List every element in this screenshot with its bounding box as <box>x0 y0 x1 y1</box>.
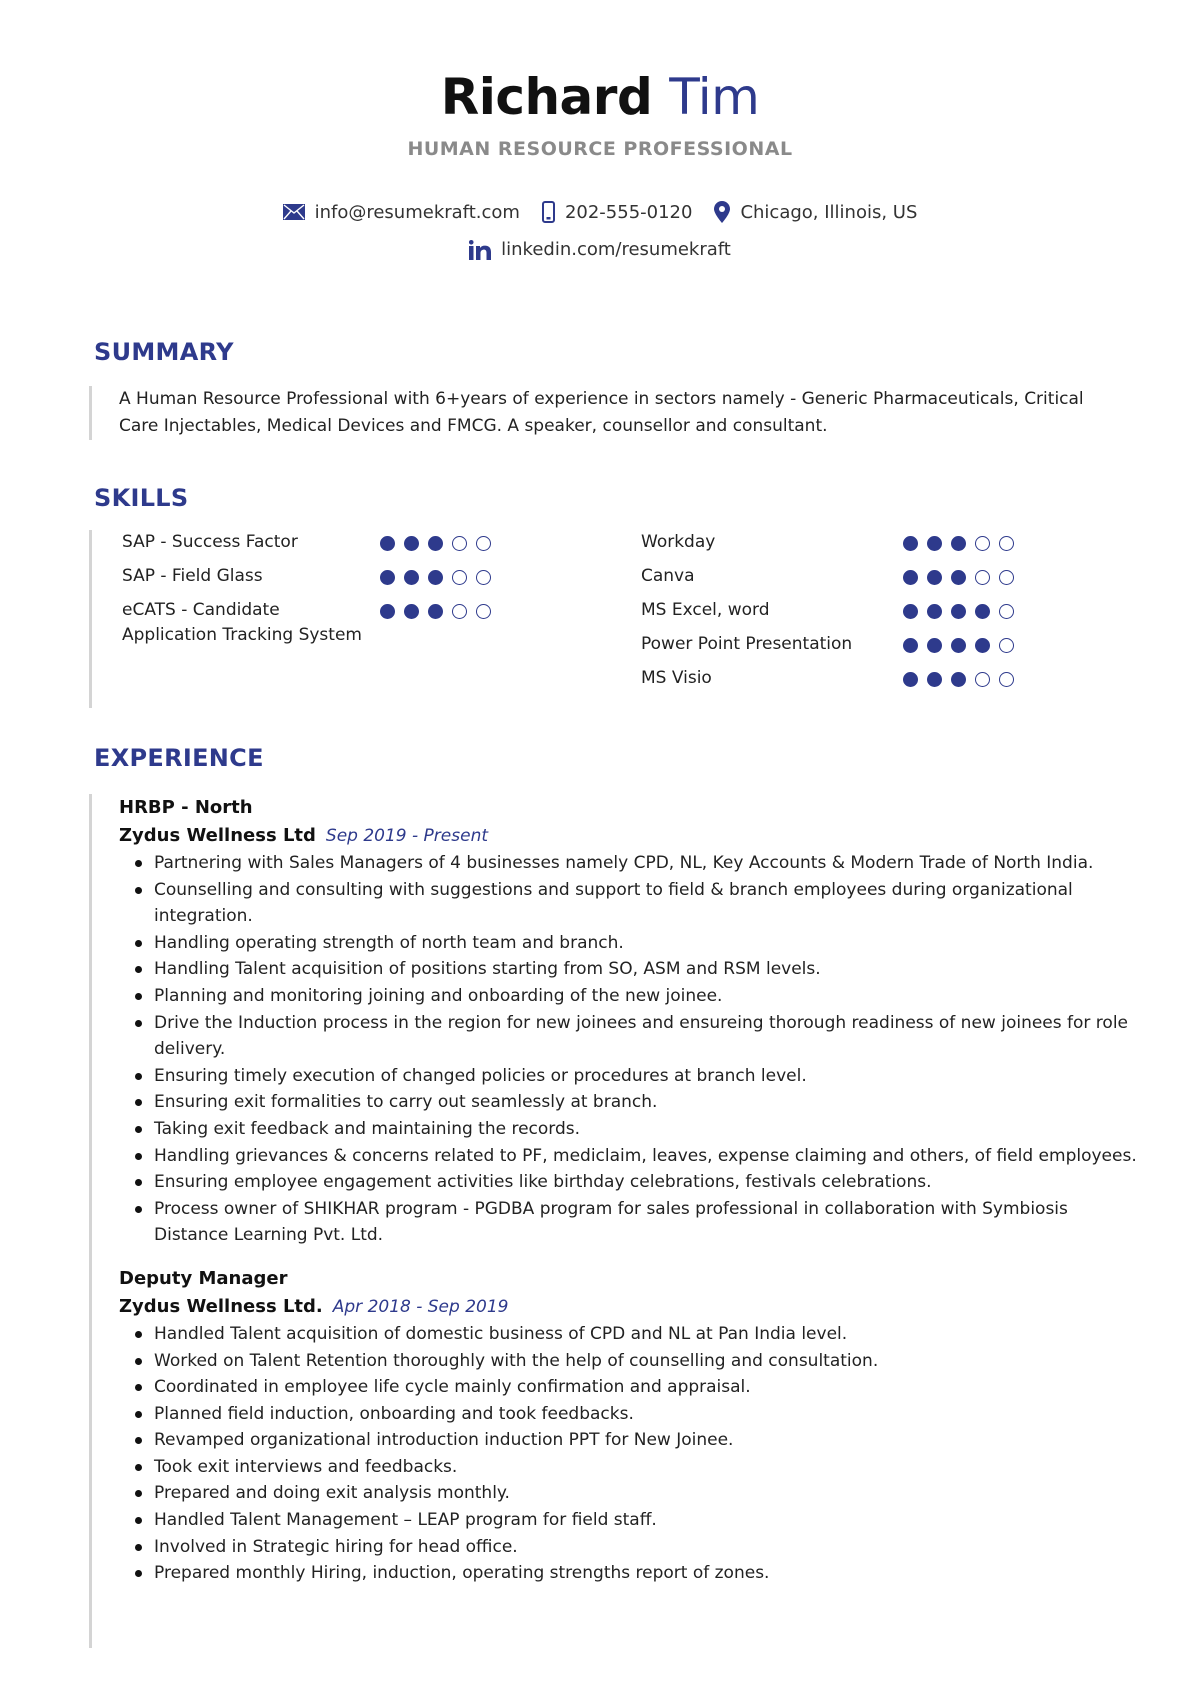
rating-dot-empty <box>999 672 1014 687</box>
rating-dot-filled <box>951 536 966 551</box>
location-text: Chicago, Illinois, US <box>740 201 918 223</box>
rating-dot-filled <box>380 604 395 619</box>
email-icon <box>283 204 305 220</box>
rating-dot-empty <box>476 604 491 619</box>
rating-dot-filled <box>951 638 966 653</box>
skill-label: MS Visio <box>641 668 712 688</box>
rating-dot-filled <box>927 604 942 619</box>
rating-dot-filled <box>428 536 443 551</box>
linkedin-row <box>0 239 1200 260</box>
bullet-item: Worked on Talent Retention thoroughly with the help of counselling and consultation. <box>154 1348 1139 1375</box>
rating-dot-filled <box>903 672 918 687</box>
contact-phone[interactable] <box>542 201 693 223</box>
location-pin-icon <box>714 201 730 223</box>
rating-dot-filled <box>903 638 918 653</box>
job-bullets <box>119 1321 1139 1587</box>
phone-icon <box>542 201 555 223</box>
job-title-heading: HUMAN RESOURCE PROFESSIONAL <box>407 138 793 160</box>
rating-dot-filled <box>903 604 918 619</box>
rating-dot-filled <box>380 536 395 551</box>
contact-email[interactable] <box>283 202 520 223</box>
skill-rating <box>380 598 491 619</box>
bullet-item: Revamped organizational introduction induction PPT for New Joinee. <box>154 1427 1139 1454</box>
skill-label: eCATS - Candidate Application Tracking System <box>122 600 362 645</box>
bullet-item: Prepared monthly Hiring, induction, operating strengths report of zones. <box>154 1560 1139 1587</box>
rating-dot-empty <box>975 672 990 687</box>
bullet-item: Ensuring timely execution of changed policies or procedures at branch level. <box>154 1063 1139 1090</box>
skill-row <box>641 530 1014 564</box>
bullet-item: Planning and monitoring joining and onboarding of the new joinee. <box>154 983 1139 1010</box>
skill-label: SAP - Success Factor <box>122 532 298 552</box>
rating-dot-filled <box>404 570 419 585</box>
rating-dot-filled <box>927 638 942 653</box>
job-entry <box>119 1265 1139 1587</box>
experience-heading: EXPERIENCE <box>94 744 264 772</box>
bullet-item: Handled Talent acquisition of domestic business of CPD and NL at Pan India level. <box>154 1321 1139 1348</box>
skill-rating <box>903 564 1014 585</box>
skills-right-column <box>641 530 1014 700</box>
company-line <box>119 822 1139 850</box>
bullet-item: Handling grievances & concerns related to PF, mediclaim, leaves, expense claiming and others, of field employees. <box>154 1143 1139 1170</box>
rating-dot-empty <box>452 536 467 551</box>
skill-row <box>122 530 491 564</box>
skill-rating <box>380 530 491 551</box>
rating-dot-empty <box>999 536 1014 551</box>
rating-dot-filled <box>428 604 443 619</box>
bullet-item: Handling operating strength of north team and branch. <box>154 930 1139 957</box>
skill-rating <box>903 632 1014 653</box>
bullet-item: Drive the Induction process in the region for new joinees and ensureing thorough readiness of new joinees for role delivery. <box>154 1010 1139 1063</box>
job-bullets <box>119 850 1139 1249</box>
skill-row <box>641 598 1014 632</box>
summary-section <box>89 386 1119 440</box>
rating-dot-empty <box>452 570 467 585</box>
rating-dot-filled <box>428 570 443 585</box>
rating-dot-filled <box>951 570 966 585</box>
bullet-item: Ensuring employee engagement activities like birthday celebrations, festivals celebrations. <box>154 1169 1139 1196</box>
rating-dot-empty <box>476 536 491 551</box>
rating-dot-empty <box>999 570 1014 585</box>
candidate-name <box>0 68 1200 126</box>
bullet-item: Took exit interviews and feedbacks. <box>154 1454 1139 1481</box>
contact-location <box>714 201 917 223</box>
contact-row <box>0 201 1200 223</box>
bullet-item: Ensuring exit formalities to carry out seamlessly at branch. <box>154 1089 1139 1116</box>
bullet-item: Involved in Strategic hiring for head office. <box>154 1534 1139 1561</box>
skill-rating <box>380 564 491 585</box>
summary-text: A Human Resource Professional with 6+years of experience in sectors namely - Generic Pharmaceuticals, Critical Care Injectables, Medical Devices and FMCG. A speaker, counsellor and consultant. <box>119 389 1084 436</box>
summary-heading: SUMMARY <box>94 338 234 366</box>
rating-dot-filled <box>927 672 942 687</box>
email-text: info@resumekraft.com <box>314 201 520 223</box>
job-entry <box>119 794 1139 1249</box>
rating-dot-empty <box>999 604 1014 619</box>
rating-dot-empty <box>452 604 467 619</box>
bullet-item: Planned field induction, onboarding and took feedbacks. <box>154 1401 1139 1428</box>
bullet-item: Handling Talent acquisition of positions starting from SO, ASM and RSM levels. <box>154 956 1139 983</box>
skill-rating <box>903 598 1014 619</box>
experience-section <box>89 794 1139 1648</box>
bullet-item: Process owner of SHIKHAR program - PGDBA program for sales professional in collaboration with Symbiosis Distance Learning Pvt. Ltd. <box>154 1196 1139 1249</box>
bullet-item: Coordinated in employee life cycle mainly confirmation and appraisal. <box>154 1374 1139 1401</box>
job-dates: Apr 2018 - Sep 2019 <box>332 1296 509 1317</box>
linkedin-text: linkedin.com/resumekraft <box>501 239 731 260</box>
job-title: Deputy Manager <box>119 1267 288 1289</box>
rating-dot-empty <box>999 638 1014 653</box>
skill-label: SAP - Field Glass <box>122 566 263 586</box>
skills-section <box>89 530 1119 708</box>
skills-left-column <box>122 530 491 648</box>
rating-dot-filled <box>927 570 942 585</box>
skill-rating <box>903 530 1014 551</box>
skill-row <box>122 598 491 648</box>
last-name: Tim <box>669 68 760 126</box>
contact-linkedin[interactable] <box>469 239 731 260</box>
job-title: HRBP - North <box>119 797 253 818</box>
rating-dot-filled <box>404 604 419 619</box>
company-name: Zydus Wellness Ltd <box>119 825 316 846</box>
skill-label: Power Point Presentation <box>641 634 853 654</box>
skill-rating <box>903 666 1014 687</box>
skills-heading: SKILLS <box>94 484 189 512</box>
phone-text: 202-555-0120 <box>564 201 693 223</box>
bullet-item: Taking exit feedback and maintaining the records. <box>154 1116 1139 1143</box>
bullet-item: Counselling and consulting with suggestions and support to field & branch employees during organizational integration. <box>154 877 1139 930</box>
skill-label: Canva <box>641 566 695 586</box>
rating-dot-filled <box>927 536 942 551</box>
skill-row <box>641 564 1014 598</box>
bullet-item: Partnering with Sales Managers of 4 businesses namely CPD, NL, Key Accounts & Modern Trade of North India. <box>154 850 1139 877</box>
skill-row <box>641 666 1014 700</box>
bullet-item: Handled Talent Management – LEAP program for field staff. <box>154 1507 1139 1534</box>
rating-dot-filled <box>951 672 966 687</box>
company-name: Zydus Wellness Ltd. <box>119 1295 323 1317</box>
job-dates: Sep 2019 - Present <box>325 826 489 846</box>
rating-dot-empty <box>975 536 990 551</box>
skill-row <box>122 564 491 598</box>
rating-dot-empty <box>476 570 491 585</box>
rating-dot-filled <box>380 570 395 585</box>
linkedin-icon <box>469 240 491 260</box>
rating-dot-filled <box>975 638 990 653</box>
skill-row <box>641 632 1014 666</box>
bullet-item: Prepared and doing exit analysis monthly. <box>154 1480 1139 1507</box>
rating-dot-filled <box>951 604 966 619</box>
skill-label: MS Excel, word <box>641 600 770 620</box>
rating-dot-filled <box>903 536 918 551</box>
rating-dot-empty <box>975 570 990 585</box>
skill-label: Workday <box>641 532 716 552</box>
first-name: Richard <box>440 68 653 126</box>
company-line <box>119 1293 1139 1321</box>
rating-dot-filled <box>975 604 990 619</box>
rating-dot-filled <box>903 570 918 585</box>
rating-dot-filled <box>404 536 419 551</box>
